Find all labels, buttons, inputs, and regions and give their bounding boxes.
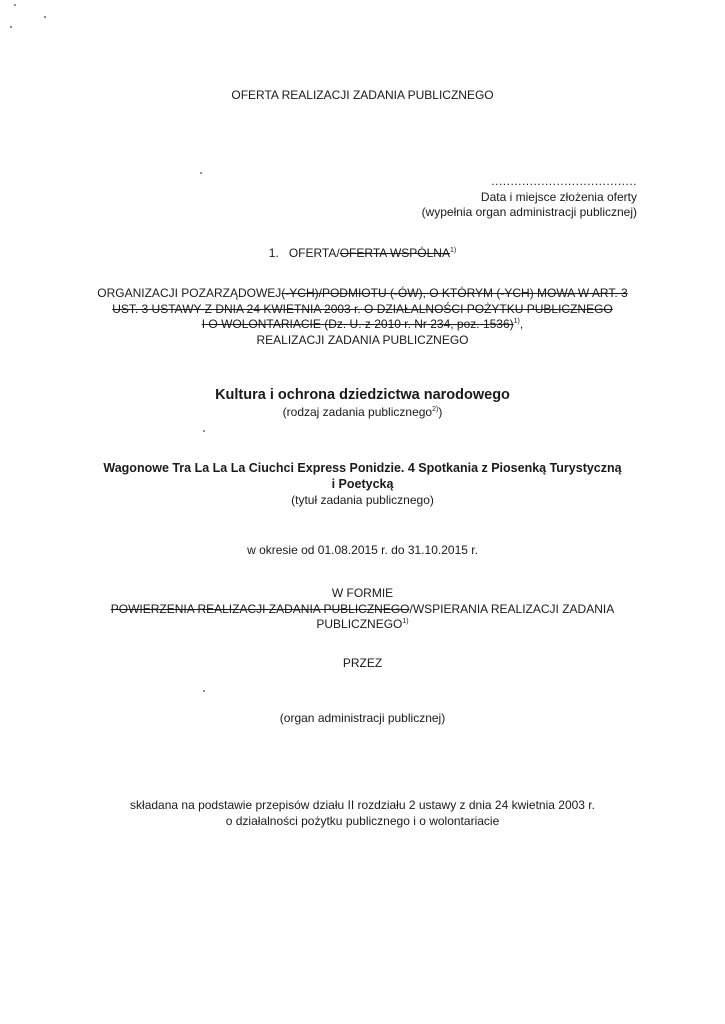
form-rest: /WSPIERANIA REALIZACJI ZADANIA [409,601,615,616]
form-line2 [0,617,725,633]
document-title: OFERTA REALIZACJI ZADANIA PUBLICZNEGO [231,88,494,102]
scan-speck [203,430,205,432]
form-block [0,586,725,633]
org-line3 [0,317,725,333]
form-struck: POWIERZENIA REALIZACJI ZADANIA PUBLICZNEGO [110,601,410,616]
date-block [422,174,637,221]
form-line1 [0,602,725,618]
authority-caption: (organ administracji publicznej) [279,711,446,725]
scan-speck [44,16,46,18]
date-dots: ...................................... [491,174,637,188]
scan-speck [10,26,12,28]
offer-number: 1. [268,246,279,260]
scan-speck [14,4,16,6]
legal-basis [0,798,725,829]
scan-speck [203,690,205,692]
org-line1 [0,286,725,302]
date-note: (wypełnia organ administracji publicznej) [421,205,637,220]
org-line4: REALIZACJI ZADANIA PUBLICZNEGO [256,332,469,347]
org-struck-2: UST. 3 USTAWY Z DNIA 24 KWIETNIA 2003 r. O DZIAŁALNOŚCI POŻYTKU PUBLICZNEGO [112,301,613,316]
legal-basis-line2: o działalności pożytku publicznego i o wolontariacie [225,813,500,828]
task-type-caption [0,405,725,421]
footnote-mark: 1) [449,247,457,254]
task-type-block [0,386,725,420]
legal-basis-line1: składana na podstawie przepisów działu II rozdziału 2 ustawy z dnia 24 kwietnia 2003 r. [130,798,595,812]
task-title-block [0,460,725,508]
offer-struck: OFERTA WSPÓLNA [339,246,450,260]
org-struck-1: (-YCH)/PODMIOTU (-ÓW), O KTÓRYM (-YCH) MOWA W ART. 3 [281,286,628,300]
org-struck-3: I O WOLONTARIACIE (Dz. U. z 2010 r. Nr 234, poz. 1536) [201,317,514,332]
task-type-caption-text: (rodzaj zadania publicznego [282,404,433,419]
org-block [0,286,725,348]
form-heading: W FORMIE [331,586,394,600]
footnote-mark: 1) [402,618,409,626]
task-type-caption-end: ) [438,404,443,419]
task-title-line2: i Poetycką [331,477,394,492]
by-label: PRZEZ [342,656,383,670]
offer-heading [0,246,725,262]
scan-speck [200,172,202,174]
org-prefix: ORGANIZACJI POZARZĄDOWEJ [97,286,282,300]
period-text: w okresie od 01.08.2015 r. do 31.10.2015 r. [247,543,478,557]
offer-label: OFERTA/ [288,246,340,260]
task-title-caption: (tytuł zadania publicznego) [291,492,434,507]
footnote-mark: 1) [513,318,520,326]
task-type-value: Kultura i ochrona dziedzictwa narodowego [215,387,510,403]
form-line2-text: PUBLICZNEGO [316,617,403,632]
task-title-line1: Wagonowe Tra La La La Ciuchci Express Ponidzie. 4 Spotkania z Piosenką Turystyczną [103,461,622,475]
org-tail: , [519,317,524,332]
date-label: Data i miejsce złożenia oferty [480,189,637,204]
footnote-mark: 2) [432,405,439,413]
